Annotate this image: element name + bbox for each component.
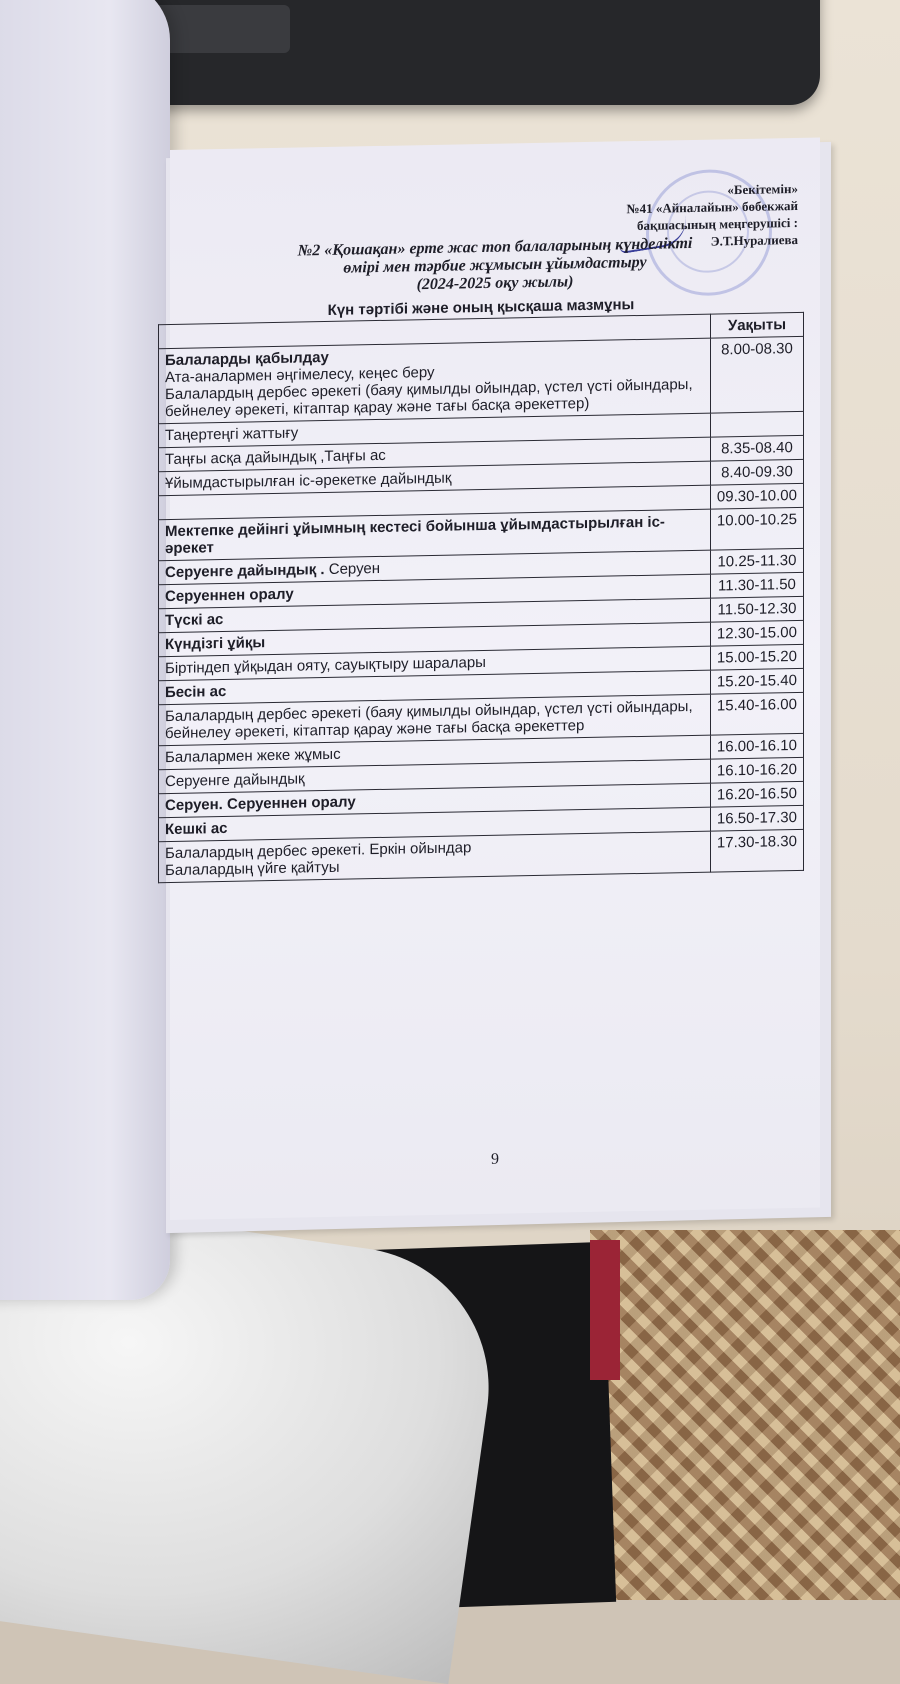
time-cell: 12.30-15.00 [710,620,803,646]
time-cell: 16.50-17.30 [710,805,803,831]
approval-line-2: №41 «Айналайын» бөбекжай [626,197,798,217]
time-cell: 10.25-11.30 [710,548,803,574]
schedule-table [158,293,804,883]
activity-cell [159,338,711,424]
time-cell: 16.20-16.50 [710,781,803,807]
time-cell: 8.35-08.40 [710,435,803,461]
time-cell: 11.50-12.30 [710,596,803,622]
activity-title: Мектепке дейінгі ұйымның кестесі бойынша ұйымдастырылған іс-әрекет [165,513,665,558]
time-cell: 15.20-15.40 [710,668,803,694]
time-cell: 8.40-09.30 [710,459,803,485]
title-line-2: өмірі мен тәрбие жұмысын ұйымдастыру [343,253,647,277]
activity-text: Таңғы асқа дайындық ,Таңғы ас [165,446,386,469]
activity-text: Таңертеңгі жаттығу [165,424,299,445]
document-page [165,138,820,1220]
activity-text: Ұйымдастырылған іс-әрекетке дайындық [165,469,452,493]
time-cell: 17.30-18.30 [710,829,803,872]
activity-title: Түскі ас [165,610,224,630]
page-number: 9 [491,1150,499,1168]
time-cell: 15.00-15.20 [710,644,803,670]
time-header: Уақыты [710,312,803,338]
time-cell: 11.30-11.50 [710,572,803,598]
carpet [590,1230,900,1600]
title-line-3: (2024-2025 оқу жылы) [416,273,574,294]
activity-title: Серуенге дайындық . [165,561,325,582]
red-object-edge [590,1240,620,1380]
laptop [70,0,820,105]
left-book-page [0,0,170,1300]
activity-title: Серуеннен оралу [165,585,294,606]
activity-title: Күндізгі ұйқы [165,634,266,654]
approval-line-4: Э.Т.Нуралиева [710,231,798,249]
laptop-key [150,5,290,53]
time-cell: 10.00-10.25 [710,507,803,550]
time-cell [710,411,803,437]
table-row [159,336,804,423]
activity-text: Балалармен жеке жұмыс [165,745,341,767]
time-cell: 16.00-16.10 [710,733,803,759]
table-caption: Күн тәртібі және оның қысқаша мазмұны [327,296,635,319]
activity-title: Балаларды қабылдау [165,348,329,370]
activity-title: Бесін ас [165,682,227,702]
activity-text: Серуен [324,559,381,579]
time-cell: 15.40-16.00 [710,692,803,735]
activity-text: Серуенге дайындық [165,770,305,791]
time-cell: 8.00-08.30 [710,336,803,413]
activity-title: Серуен. Серуеннен оралу [165,793,356,815]
activity-text: Біртіндеп ұйқыдан ояту, сауықтыру шаралары [165,653,486,678]
time-cell: 16.10-16.20 [710,757,803,783]
activity-text: Балалардың дербес әрекеті (баяу қимылды ойындар, үстел үсті ойындары, бейнелеу әрекеті, кітаптар қарау және тағы басқа әрекеттер [165,697,693,743]
title-line-1: №2 «Қошақан» ерте жас топ балаларының күнделікті [297,234,693,260]
activity-text: Балалардың дербес әрекеті. Еркін ойындар Балалардың үйге қайтуы [165,839,472,880]
approval-line-3: бақшасының меңгерушісі : [637,214,798,234]
time-cell: 09.30-10.00 [710,483,803,509]
approval-line-1: «Бекітемін» [727,180,798,198]
activity-text: Ата-аналармен әңгімелесу, кеңес беру Балалардың дербес әрекеті (баяу қимылды ойындар, үстел үсті ойындары, бейнелеу әрекеті, кітаптар қарау және тағы басқа әрекеттер) [165,363,693,421]
activity-title: Кешкі ас [165,819,228,839]
